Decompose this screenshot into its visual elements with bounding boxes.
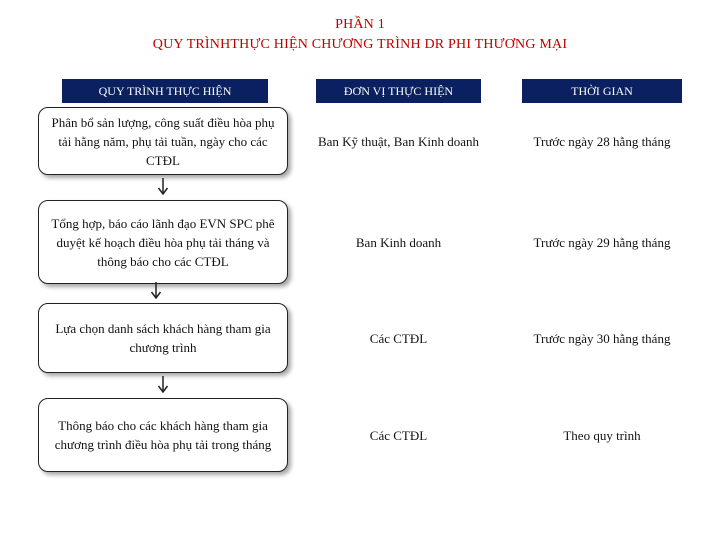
page-title: PHẦN 1 — [335, 17, 385, 32]
page-subtitle: QUY TRÌNHTHỰC HIỆN CHƯƠNG TRÌNH DR PHI THƯƠNG MẠI — [152, 37, 568, 52]
down-arrow-icon — [157, 178, 169, 196]
header-unit: ĐƠN VỊ THỰC HIỆN — [316, 79, 481, 103]
process-step-4: Thông báo cho các khách hàng tham gia chương trình điều hòa phụ tải trong tháng — [38, 398, 288, 472]
process-step-1: Phân bổ sản lượng, công suất điều hòa phụ tải hằng năm, phụ tải tuần, ngày cho các CTĐL — [38, 107, 288, 175]
header-time: THỜI GIAN — [522, 79, 682, 103]
time-cell-3: Trước ngày 30 hằng tháng — [533, 330, 671, 346]
down-arrow-icon — [157, 376, 169, 394]
unit-cell-4: Các CTĐL — [369, 427, 428, 443]
unit-cell-1: Ban Kỹ thuật, Ban Kinh doanh — [317, 133, 480, 149]
unit-cell-2: Ban Kinh doanh — [355, 234, 442, 250]
header-process: QUY TRÌNH THỰC HIỆN — [62, 79, 268, 103]
time-cell-4: Theo quy trình — [563, 427, 641, 443]
time-cell-1: Trước ngày 28 hằng tháng — [533, 133, 671, 149]
time-cell-2: Trước ngày 29 hằng tháng — [533, 234, 671, 250]
process-step-2: Tổng hợp, báo cáo lãnh đạo EVN SPC phê duyệt kế hoạch điều hòa phụ tải tháng và thông báo cho các CTĐL — [38, 200, 288, 284]
down-arrow-icon — [150, 282, 162, 300]
unit-cell-3: Các CTĐL — [369, 330, 428, 346]
process-step-3: Lựa chọn danh sách khách hàng tham gia chương trình — [38, 303, 288, 373]
